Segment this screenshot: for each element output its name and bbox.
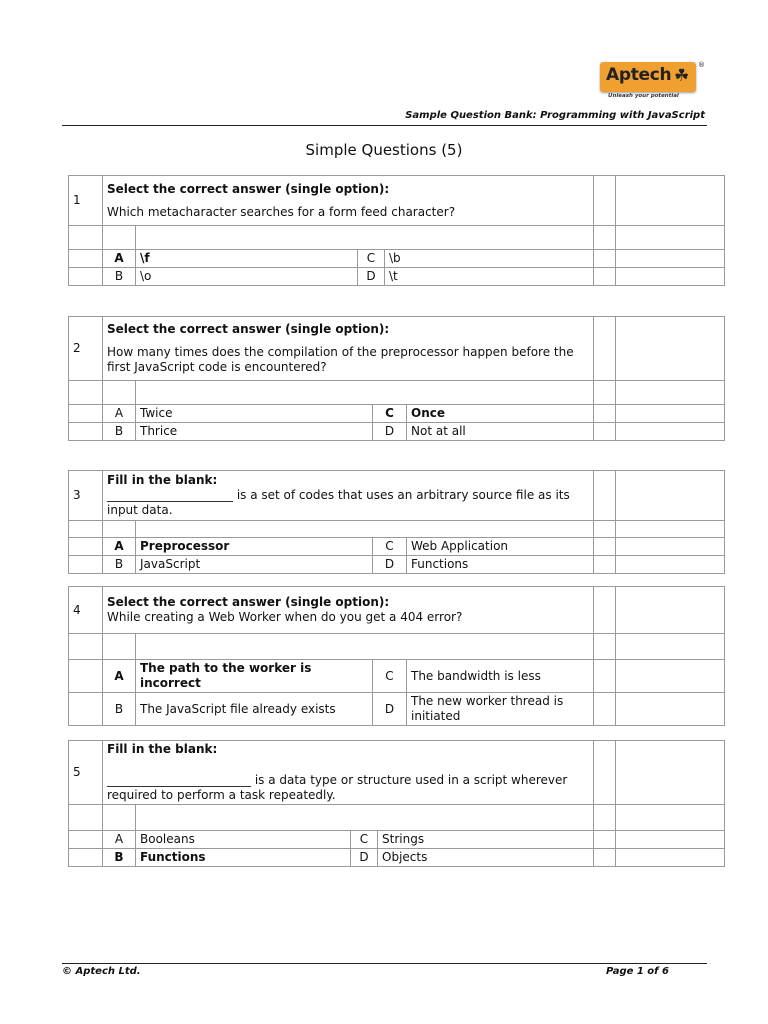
option-text: Strings — [378, 831, 594, 849]
question-row — [69, 471, 725, 521]
question-table-3 — [68, 470, 725, 574]
option-letter: C — [351, 831, 378, 849]
option-letter: A — [103, 831, 136, 849]
option-letter: C — [358, 250, 385, 268]
spacer-row — [69, 381, 725, 405]
logo-text: Aptech — [606, 65, 672, 85]
question-text: Which metacharacter searches for a form feed character? — [107, 204, 456, 219]
option-row — [69, 423, 725, 441]
option-letter: B — [103, 268, 136, 286]
question-type: Fill in the blank: — [107, 742, 218, 756]
option-text: \o — [136, 268, 358, 286]
question-table-1 — [68, 175, 725, 286]
option-letter: A — [103, 538, 136, 556]
option-row — [69, 405, 725, 423]
question-number: 2 — [69, 317, 103, 381]
question-content — [103, 471, 594, 521]
option-text: \f — [136, 250, 358, 268]
spacer-row — [69, 226, 725, 250]
option-text: Functions — [407, 556, 594, 574]
option-row — [69, 831, 725, 849]
question-row — [69, 176, 725, 226]
option-letter: C — [373, 538, 407, 556]
question-text: While creating a Web Worker when do you get a 404 error? — [107, 610, 463, 624]
question-table-2 — [68, 316, 725, 441]
option-letter: D — [373, 423, 407, 441]
option-text: \t — [385, 268, 594, 286]
option-text: Twice — [136, 405, 373, 423]
question-number: 4 — [69, 587, 103, 634]
question-type: Fill in the blank: — [107, 473, 218, 487]
option-text: Preprocessor — [136, 538, 373, 556]
question-type: Select the correct answer (single option): — [107, 322, 390, 336]
question-number: 5 — [69, 741, 103, 805]
option-text: Objects — [378, 849, 594, 867]
option-text: Not at all — [407, 423, 594, 441]
option-text: The new worker thread is initiated — [407, 693, 594, 726]
option-letter: A — [103, 250, 136, 268]
option-text: The path to the worker is incorrect — [136, 660, 373, 693]
paw-icon: ☘ — [674, 66, 690, 86]
question-content — [103, 741, 594, 805]
option-row — [69, 556, 725, 574]
question-content — [103, 176, 594, 226]
footer-rule — [62, 963, 707, 964]
option-text: The bandwidth is less — [407, 660, 594, 693]
question-row — [69, 587, 725, 634]
spacer-row — [69, 634, 725, 660]
question-text: How many times does the compilation of the preprocessor happen before the first JavaScript code is encountered? — [107, 345, 574, 374]
question-table-5 — [68, 740, 725, 867]
header-rule — [62, 125, 707, 126]
option-text: \b — [385, 250, 594, 268]
question-text: _____________________ is a set of codes that uses an arbitrary source file as its input data. — [107, 488, 570, 517]
question-content — [103, 317, 594, 381]
option-row — [69, 268, 725, 286]
option-letter: B — [103, 849, 136, 867]
option-letter: C — [373, 405, 407, 423]
option-text: Booleans — [136, 831, 351, 849]
option-letter: D — [358, 268, 385, 286]
option-text: JavaScript — [136, 556, 373, 574]
option-letter: B — [103, 556, 136, 574]
option-letter: A — [103, 405, 136, 423]
question-row — [69, 741, 725, 805]
option-letter: D — [373, 556, 407, 574]
option-letter: D — [373, 693, 407, 726]
question-number: 1 — [69, 176, 103, 226]
option-letter: C — [373, 660, 407, 693]
option-row — [69, 849, 725, 867]
question-type: Select the correct answer (single option): — [107, 181, 390, 196]
option-text: Functions — [136, 849, 351, 867]
option-letter: B — [103, 423, 136, 441]
option-letter: B — [103, 693, 136, 726]
document-title: Sample Question Bank: Programming with JavaScript — [405, 110, 705, 121]
question-content — [103, 587, 594, 634]
option-letter: A — [103, 660, 136, 693]
footer-page-number: Page 1 of 6 — [606, 966, 669, 977]
option-text: Thrice — [136, 423, 373, 441]
question-type: Select the correct answer (single option): — [107, 595, 390, 609]
question-row — [69, 317, 725, 381]
footer-copyright: © Aptech Ltd. — [62, 966, 141, 977]
option-text: The JavaScript file already exists — [136, 693, 373, 726]
option-text: Web Application — [407, 538, 594, 556]
section-title: Simple Questions (5) — [305, 141, 463, 159]
question-number: 3 — [69, 471, 103, 521]
logo-tagline: Unleash your potential — [608, 93, 679, 99]
option-text: Once — [407, 405, 594, 423]
logo-badge — [600, 62, 696, 92]
question-table-4 — [68, 586, 725, 726]
spacer-row — [69, 521, 725, 538]
option-row — [69, 250, 725, 268]
option-letter: D — [351, 849, 378, 867]
aptech-logo — [600, 62, 704, 100]
spacer-row — [69, 805, 725, 831]
option-row — [69, 660, 725, 693]
option-row — [69, 693, 725, 726]
option-row — [69, 538, 725, 556]
registered-mark: ® — [698, 61, 705, 69]
question-text: ________________________ is a data type or structure used in a script wherever required to perform a task repeatedly. — [107, 773, 568, 802]
